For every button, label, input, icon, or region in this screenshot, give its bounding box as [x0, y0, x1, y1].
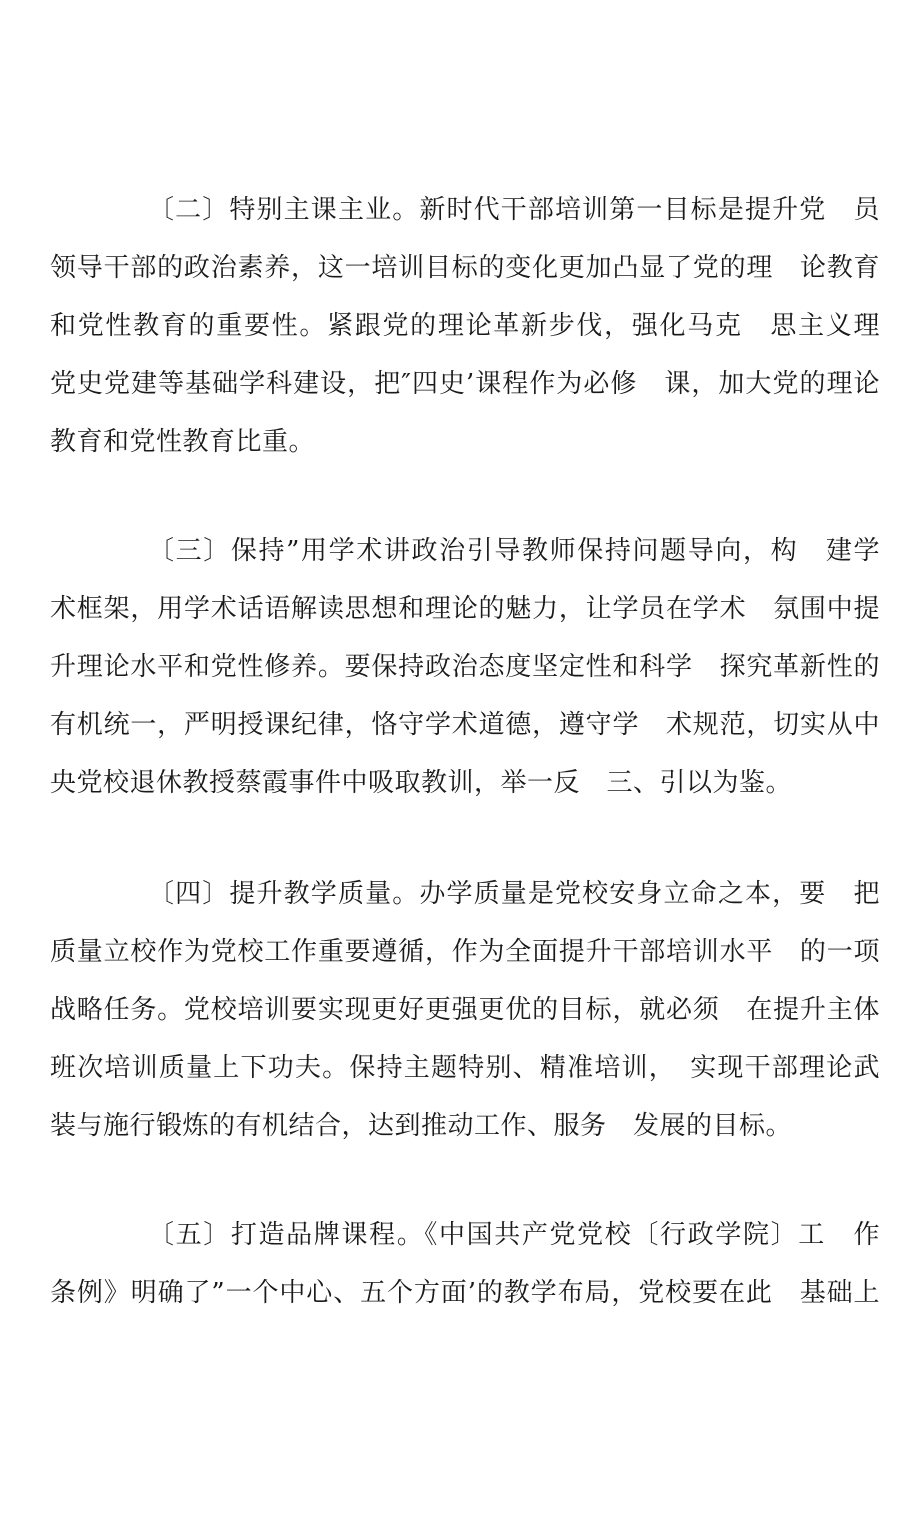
paragraph-line: 班次培训质量上下功夫。保持主题特别、精准培训， 实现干部理论武 — [50, 1053, 880, 1083]
paragraph-line: 〔三〕保持”用学术讲政治引导教师保持问题导向，构 建学 — [148, 536, 880, 566]
paragraph-line: 升理论水平和党性修养。要保持政治态度坚定性和科学 探究革新性的 — [50, 652, 880, 682]
paragraph-line: 装与施行锻炼的有机结合，达到推动工作、服务 发展的目标。 — [50, 1111, 793, 1141]
paragraph-line: 质量立校作为党校工作重要遵循，作为全面提升干部培训水平 的一项 — [50, 937, 880, 967]
paragraph-line: 〔二〕特别主课主业。新时代干部培训第一目标是提升党 员 — [148, 195, 880, 225]
paragraph-line: 〔五〕打造品牌课程。《中国共产党党校〔行政学院〕工 作 — [148, 1220, 880, 1250]
paragraph-section-5 — [50, 1206, 880, 1322]
paragraph-line: 有机统一，严明授课纪律，恪守学术道德，遵守学 术规范，切实从中 — [50, 710, 880, 740]
paragraph-line: 央党校退休教授蔡霞事件中吸取教训，举一反 三、引以为鉴。 — [50, 768, 793, 798]
paragraph-line: 领导干部的政治素养，这一培训目标的变化更加凸显了党的理 论教育 — [50, 253, 880, 283]
paragraph-line: 〔四〕提升教学质量。办学质量是党校安身立命之本，要 把 — [148, 879, 880, 909]
paragraph-line: 教育和党性教育比重。 — [50, 427, 316, 457]
paragraph-line: 术框架，用学术话语解读思想和理论的魅力，让学员在学术 氛围中提 — [50, 594, 880, 624]
paragraph-line: 和党性教育的重要性。紧跟党的理论革新步伐，强化马克 思主义理 — [50, 311, 880, 341]
paragraph-section-3 — [50, 522, 880, 812]
paragraph-line: 党史党建等基础学科建设，把″四史’课程作为必修 课，加大党的理论 — [50, 369, 880, 399]
paragraph-section-2 — [50, 181, 880, 471]
paragraph-line: 战略任务。党校培训要实现更好更强更优的目标，就必须 在提升主体 — [50, 995, 880, 1025]
paragraph-section-4 — [50, 865, 880, 1155]
paragraph-line: 条例》明确了”一个中心、五个方面’的教学布局，党校要在此 基础上 — [50, 1278, 880, 1308]
